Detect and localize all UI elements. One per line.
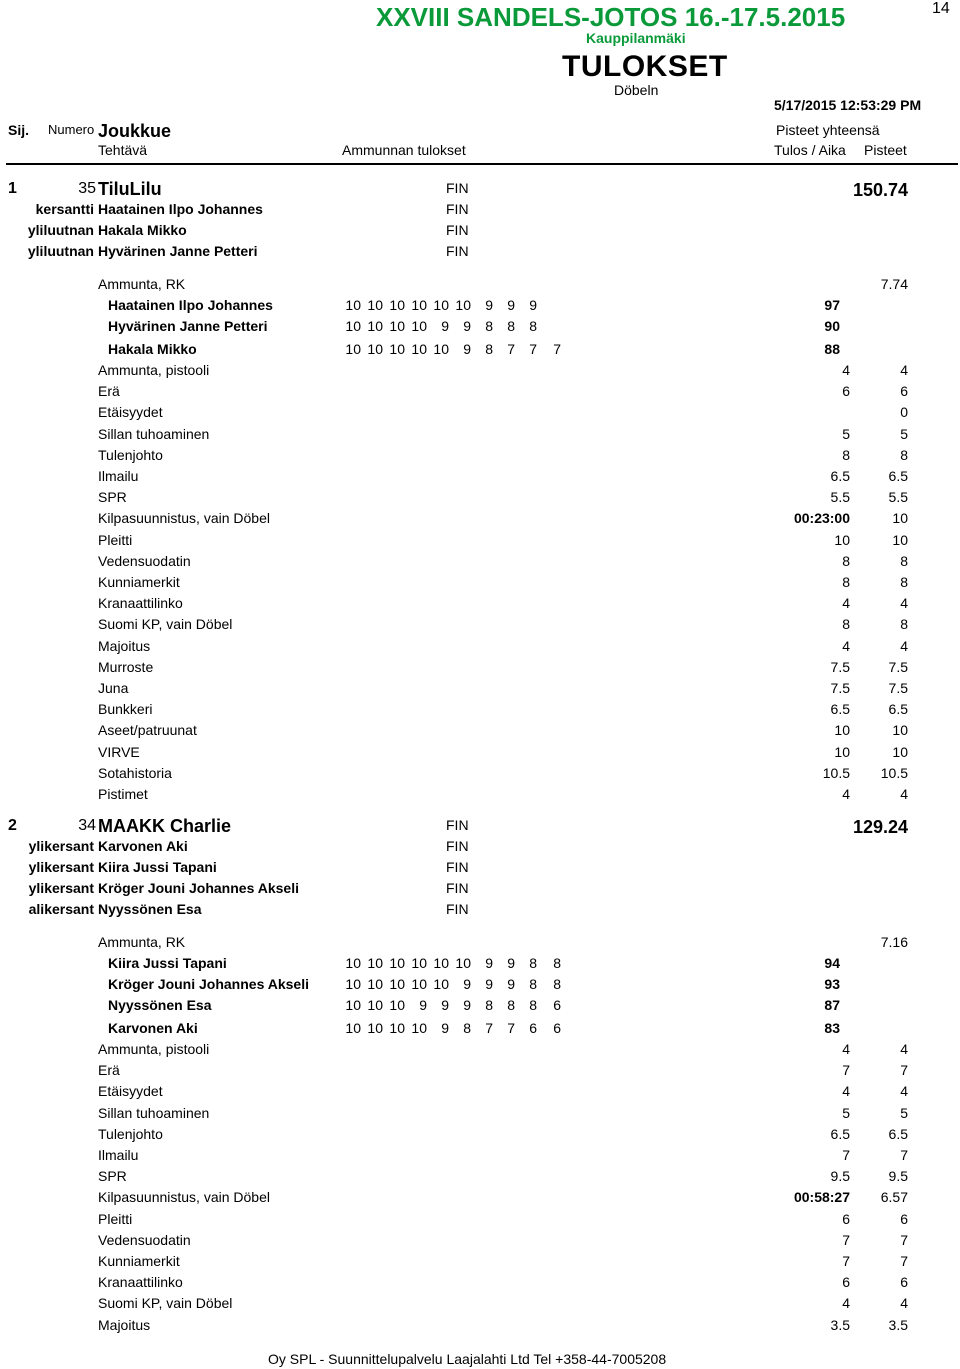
member-name: Hyvärinen Janne Petteri xyxy=(98,243,258,259)
task-name: Erä xyxy=(98,383,120,400)
shooter-total: 83 xyxy=(824,1020,840,1036)
shot-score: 10 xyxy=(345,955,361,971)
shot-score: 8 xyxy=(507,997,515,1013)
shot-score: 10 xyxy=(367,341,383,357)
member-nat: FIN xyxy=(446,880,469,896)
task-points: 8 xyxy=(900,616,908,633)
shot-score: 8 xyxy=(529,318,537,334)
shot-score: 10 xyxy=(345,1020,361,1036)
task-name: Sillan tuhoaminen xyxy=(98,1104,210,1121)
shot-score: 10 xyxy=(433,297,449,313)
team-number: 34 xyxy=(78,817,96,834)
task-result: 8 xyxy=(842,552,850,569)
task-points: 4 xyxy=(900,637,908,654)
page-number: 14 xyxy=(932,0,950,17)
shot-score: 10 xyxy=(389,318,405,334)
shot-score: 10 xyxy=(433,976,449,992)
member-name: Haatainen Ilpo Johannes xyxy=(98,201,263,217)
task-result: 3.5 xyxy=(830,1316,850,1333)
shot-score: 8 xyxy=(485,341,493,357)
shot-score: 10 xyxy=(367,997,383,1013)
shot-score: 10 xyxy=(411,1020,427,1036)
member-rank: ylikersant xyxy=(28,880,94,896)
team-total: 150.74 xyxy=(852,180,908,200)
team-name: TiluLilu xyxy=(98,179,162,199)
shot-score: 9 xyxy=(419,997,427,1013)
report-timestamp: 5/17/2015 12:53:29 PM xyxy=(774,97,922,113)
task-name: Bunkkeri xyxy=(98,701,153,718)
shot-score: 8 xyxy=(529,997,537,1013)
task-result: 6.5 xyxy=(830,701,850,718)
shot-score: 8 xyxy=(507,318,515,334)
task-points: 7.5 xyxy=(888,680,908,696)
task-result: 7 xyxy=(842,1062,850,1079)
shooter-total: 87 xyxy=(824,997,840,1013)
task-result: 7 xyxy=(842,1147,850,1163)
shot-score: 9 xyxy=(463,976,471,992)
task-name: Kunniamerkit xyxy=(98,574,180,590)
member-rank: ylikersant xyxy=(28,838,94,854)
task-points: 3.5 xyxy=(888,1316,908,1333)
task-result: 8 xyxy=(842,616,850,633)
rk-label: Ammunta, RK xyxy=(98,276,186,292)
shot-score: 10 xyxy=(345,976,361,992)
shot-score: 10 xyxy=(433,341,449,357)
member-nat: FIN xyxy=(446,901,469,917)
task-points: 4 xyxy=(900,1083,908,1100)
task-points: 7 xyxy=(900,1253,908,1269)
member-name: Karvonen Aki xyxy=(98,838,188,854)
task-name: SPR xyxy=(98,489,127,506)
page-footer: Oy SPL - Suunnittelupalvelu Laajalahti Ltd Tel +358-44-7005208 xyxy=(268,1351,667,1367)
shot-score: 8 xyxy=(485,997,493,1013)
task-points: 7 xyxy=(900,1147,908,1163)
member-rank: yliluutnan xyxy=(27,222,94,238)
shot-score: 9 xyxy=(463,318,471,334)
task-name: Pistimet xyxy=(98,786,148,802)
shot-score: 10 xyxy=(411,955,427,971)
task-points: 6 xyxy=(900,383,908,400)
shot-score: 9 xyxy=(507,297,515,313)
header-numero: Numero xyxy=(48,122,95,137)
shooter-total: 90 xyxy=(824,318,840,334)
shot-score: 10 xyxy=(345,297,361,313)
task-result: 7 xyxy=(842,1253,850,1269)
shooter-name: Haatainen Ilpo Johannes xyxy=(108,297,273,313)
task-result: 10 xyxy=(834,531,850,548)
shot-score: 8 xyxy=(553,976,561,992)
shooter-name: Hakala Mikko xyxy=(108,341,197,357)
header-divider xyxy=(6,163,958,165)
task-name: Majoitus xyxy=(98,637,151,654)
shot-score: 7 xyxy=(553,341,561,357)
team-number: 35 xyxy=(78,180,96,197)
header-sij: Sij. xyxy=(8,122,30,138)
shot-score: 10 xyxy=(389,955,405,971)
member-nat: FIN xyxy=(446,201,469,217)
header-ammunnan-tulokset: Ammunnan tulokset xyxy=(342,142,466,158)
task-points: 8 xyxy=(900,552,908,569)
task-result: 00:23:00 xyxy=(793,510,850,527)
task-result: 10 xyxy=(834,722,850,739)
team-nat: FIN xyxy=(446,180,469,196)
shot-score: 10 xyxy=(345,997,361,1013)
task-result: 6 xyxy=(842,1210,850,1227)
task-result: 4 xyxy=(842,595,850,612)
task-points: 6.57 xyxy=(880,1189,908,1206)
task-result: 8 xyxy=(842,446,850,463)
task-points: 10.5 xyxy=(880,764,908,781)
member-rank: kersantti xyxy=(35,201,94,217)
rk-label: Ammunta, RK xyxy=(98,934,186,950)
shot-score: 10 xyxy=(389,341,405,357)
task-name: Pleitti xyxy=(98,1210,133,1227)
class-name: Döbeln xyxy=(614,82,659,98)
member-name: Nyyssönen Esa xyxy=(98,901,202,917)
task-name: Kunniamerkit xyxy=(98,1253,180,1269)
task-points: 6 xyxy=(900,1210,908,1227)
task-points: 4 xyxy=(900,362,908,378)
shot-score: 10 xyxy=(411,976,427,992)
team-nat: FIN xyxy=(446,817,469,833)
task-name: Ammunta, pistooli xyxy=(98,362,210,378)
task-points: 6.5 xyxy=(888,468,908,484)
task-name: Ilmailu xyxy=(98,468,139,484)
task-result: 6 xyxy=(842,1274,850,1291)
shot-score: 7 xyxy=(485,1020,493,1036)
event-title: XXVIII SANDELS-JOTOS 16.-17.5.2015 xyxy=(376,2,846,32)
shot-score: 9 xyxy=(441,1020,449,1036)
task-result: 6.5 xyxy=(830,1125,850,1142)
task-points: 7 xyxy=(900,1231,908,1248)
task-name: Kranaattilinko xyxy=(98,595,183,612)
shot-score: 9 xyxy=(463,997,471,1013)
task-result: 10.5 xyxy=(822,764,850,781)
shot-score: 9 xyxy=(485,976,493,992)
task-result: 7.5 xyxy=(830,680,850,696)
header-tulos-aika: Tulos / Aika xyxy=(774,142,846,158)
shot-score: 6 xyxy=(553,1020,561,1036)
task-points: 10 xyxy=(892,510,908,527)
task-name: Ilmailu xyxy=(98,1147,139,1163)
task-name: Etäisyydet xyxy=(98,1083,163,1100)
shot-score: 8 xyxy=(463,1020,471,1036)
shot-score: 9 xyxy=(485,955,493,971)
task-name: Juna xyxy=(98,680,129,696)
task-name: Erä xyxy=(98,1062,120,1079)
task-result: 5 xyxy=(842,1104,850,1121)
task-points: 4 xyxy=(900,786,908,802)
task-result: 6.5 xyxy=(830,468,850,484)
task-points: 4 xyxy=(900,1041,908,1057)
shooter-total: 93 xyxy=(824,976,840,992)
shot-score: 9 xyxy=(463,341,471,357)
task-points: 9.5 xyxy=(888,1168,908,1185)
shot-score: 10 xyxy=(411,318,427,334)
shot-score: 10 xyxy=(345,318,361,334)
task-name: Suomi KP, vain Döbel xyxy=(98,616,233,633)
doc-title: TULOKSET xyxy=(562,50,728,83)
task-name: Etäisyydet xyxy=(98,404,163,421)
task-name: Suomi KP, vain Döbel xyxy=(98,1295,233,1312)
shot-score: 7 xyxy=(507,341,515,357)
task-result: 10 xyxy=(834,743,850,760)
task-points: 6 xyxy=(900,1274,908,1291)
shooter-total: 88 xyxy=(824,341,840,357)
task-result: 5 xyxy=(842,425,850,442)
shot-score: 10 xyxy=(389,976,405,992)
shooter-name: Kiira Jussi Tapani xyxy=(108,955,227,971)
task-result: 7.5 xyxy=(830,658,850,675)
task-points: 6.5 xyxy=(888,701,908,718)
task-result: 4 xyxy=(842,1041,850,1057)
shot-score: 10 xyxy=(455,297,471,313)
task-points: 0 xyxy=(900,404,908,421)
team-name: MAAKK Charlie xyxy=(98,816,232,836)
task-result: 4 xyxy=(842,1083,850,1100)
shot-score: 9 xyxy=(441,997,449,1013)
task-name: Majoitus xyxy=(98,1316,151,1333)
team-total: 129.24 xyxy=(852,817,908,837)
task-points: 4 xyxy=(900,1295,908,1312)
task-result: 00:58:27 xyxy=(793,1189,850,1206)
shot-score: 6 xyxy=(553,997,561,1013)
task-points: 7 xyxy=(900,1062,908,1079)
shot-score: 10 xyxy=(345,341,361,357)
task-name: Murroste xyxy=(98,658,154,675)
header-pisteet-yhteensa: Pisteet yhteensä xyxy=(776,122,880,138)
shot-score: 7 xyxy=(529,341,537,357)
task-name: SPR xyxy=(98,1168,127,1185)
header-tehtava: Tehtävä xyxy=(98,142,148,158)
task-name: Kranaattilinko xyxy=(98,1274,183,1291)
member-nat: FIN xyxy=(446,859,469,875)
task-result: 8 xyxy=(842,574,850,590)
rk-points: 7.74 xyxy=(880,276,908,292)
task-name: Aseet/patruunat xyxy=(98,722,197,739)
task-result: 9.5 xyxy=(830,1168,850,1185)
task-points: 5.5 xyxy=(888,489,908,506)
task-points: 7.5 xyxy=(888,658,908,675)
shot-score: 10 xyxy=(367,1020,383,1036)
shot-score: 9 xyxy=(529,297,537,313)
shooter-total: 97 xyxy=(824,297,840,313)
task-result: 6 xyxy=(842,383,850,400)
rk-points: 7.16 xyxy=(880,934,908,950)
shooter-name: Karvonen Aki xyxy=(108,1020,198,1036)
task-name: Tulenjohto xyxy=(98,446,163,463)
task-result: 4 xyxy=(842,1295,850,1312)
member-name: Hakala Mikko xyxy=(98,222,187,238)
header-joukkue: Joukkue xyxy=(98,121,172,141)
member-name: Kröger Jouni Johannes Akseli xyxy=(98,880,299,896)
team-rank: 2 xyxy=(8,817,17,834)
shot-score: 9 xyxy=(485,297,493,313)
shot-score: 8 xyxy=(553,955,561,971)
task-name: Ammunta, pistooli xyxy=(98,1041,210,1057)
task-points: 8 xyxy=(900,446,908,463)
shot-score: 10 xyxy=(411,341,427,357)
shot-score: 10 xyxy=(433,955,449,971)
shot-score: 10 xyxy=(367,318,383,334)
member-nat: FIN xyxy=(446,838,469,854)
shot-score: 7 xyxy=(507,1020,515,1036)
member-rank: yliluutnan xyxy=(27,243,94,259)
shot-score: 10 xyxy=(455,955,471,971)
task-points: 5 xyxy=(900,1104,908,1121)
member-nat: FIN xyxy=(446,222,469,238)
task-name: Pleitti xyxy=(98,531,133,548)
task-name: Vedensuodatin xyxy=(98,1231,191,1248)
task-points: 10 xyxy=(892,722,908,739)
shot-score: 10 xyxy=(411,297,427,313)
task-points: 8 xyxy=(900,574,908,590)
member-rank: alikersant xyxy=(28,901,94,917)
shot-score: 8 xyxy=(529,976,537,992)
member-name: Kiira Jussi Tapani xyxy=(98,859,217,875)
shooter-name: Kröger Jouni Johannes Akseli xyxy=(108,976,309,992)
shooter-total: 94 xyxy=(824,955,840,971)
task-result: 4 xyxy=(842,362,850,378)
member-rank: ylikersant xyxy=(28,859,94,875)
task-points: 5 xyxy=(900,425,908,442)
header-pisteet: Pisteet xyxy=(864,142,907,158)
shooter-name: Hyvärinen Janne Petteri xyxy=(108,318,268,334)
shot-score: 9 xyxy=(441,318,449,334)
task-name: Tulenjohto xyxy=(98,1125,163,1142)
shot-score: 10 xyxy=(367,955,383,971)
task-result: 4 xyxy=(842,786,850,802)
task-points: 4 xyxy=(900,595,908,612)
shooter-name: Nyyssönen Esa xyxy=(108,997,212,1013)
task-name: VIRVE xyxy=(98,743,140,760)
task-result: 4 xyxy=(842,637,850,654)
task-points: 6.5 xyxy=(888,1125,908,1142)
shot-score: 8 xyxy=(485,318,493,334)
shot-score: 10 xyxy=(389,997,405,1013)
task-result: 7 xyxy=(842,1231,850,1248)
shot-score: 10 xyxy=(367,976,383,992)
task-name: Vedensuodatin xyxy=(98,552,191,569)
task-name: Kilpasuunnistus, vain Döbel xyxy=(98,510,270,527)
task-points: 10 xyxy=(892,743,908,760)
task-name: Sillan tuhoaminen xyxy=(98,425,210,442)
task-name: Sotahistoria xyxy=(98,764,172,781)
member-nat: FIN xyxy=(446,243,469,259)
shot-score: 10 xyxy=(389,1020,405,1036)
shot-score: 10 xyxy=(367,297,383,313)
shot-score: 9 xyxy=(507,976,515,992)
shot-score: 10 xyxy=(389,297,405,313)
shot-score: 6 xyxy=(529,1020,537,1036)
task-result: 5.5 xyxy=(830,489,850,506)
shot-score: 8 xyxy=(529,955,537,971)
team-rank: 1 xyxy=(8,180,17,197)
task-points: 10 xyxy=(892,531,908,548)
event-location: Kauppilanmäki xyxy=(586,30,686,46)
task-name: Kilpasuunnistus, vain Döbel xyxy=(98,1189,270,1206)
shot-score: 9 xyxy=(507,955,515,971)
